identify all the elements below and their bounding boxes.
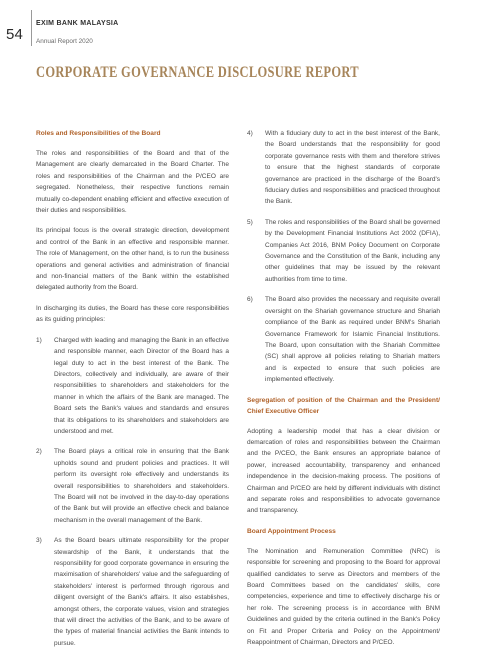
list-number: 1) xyxy=(36,336,42,344)
paragraph: The roles and responsibilities of the Board and that of the Management are clearly demarcated in the Board Charter. The roles and responsibilities of the Chairman and the P/CEO are segregated. Nonetheless, their respective functions remain mutually co-dependent enabling efficient and effective execution of their duties and responsibilities. xyxy=(36,150,229,215)
paragraph: Adopting a leadership model that has a clear division or demarcation of roles and responsibilities between the Chairman and the P/CEO, the Bank ensures an appropriate balance of power, increased accountability, transparency and enhanced independence in the decision-making process. The positions of Chairman and P/CEO are held by different individuals with distinct and separate roles and responsibilities to advocate governance and transparency. xyxy=(247,427,440,515)
header-divider xyxy=(31,10,32,46)
list-text: The roles and responsibilities of the Board shall be governed by the Development Financial Institutions Act 2002 (DFIA), Companies Act 2016, BNM Policy Document on Corporate Governance and the Constitution of the Bank, including any other guidelines that may be issued by the relevant authorities from time to time. xyxy=(265,218,440,283)
org-name: EXIM BANK MALAYSIA xyxy=(36,20,119,27)
list-item xyxy=(247,128,440,208)
list-text: The Board plays a critical role in ensuring that the Bank upholds sound and prudent policies and practices. It will perform its oversight role effectively and understands its overall responsibilities to shareholders and stakeholders. The Board will not be involved in the day-to-day operations of the Bank but will provide an effective check and balance mechanism in the overall management of the Bank. xyxy=(54,448,229,524)
list-item xyxy=(247,294,440,385)
paragraph: The Nomination and Remuneration Committee (NRC) is responsible for screening and proposing to the Board for approval qualified candidates to serve as Directors and members of the Board Committees based on the candidates' skills, core competencies, experience and time to effectively discharge his or her role. The screening process is in accordance with BNM Guidelines and guided by the criteria outlined in the Bank's Policy on Fit and Proper Criteria and Policy on the Appointment/ Reappointment of Chairman, Directors and P/CEO. xyxy=(247,547,440,647)
section-title: CORPORATE GOVERNANCE DISCLOSURE REPORT xyxy=(36,63,359,81)
list-item xyxy=(36,335,229,438)
list-number: 5) xyxy=(247,218,253,226)
list-item xyxy=(247,217,440,285)
list-item xyxy=(36,535,229,649)
left-column xyxy=(36,128,229,658)
paragraph: Its principal focus is the overall strategic direction, development and control of the Bank in an effective and responsible manner. The role of Management, on the other hand, is to run the business operations and general activities and administration of financial and non-financial matters of the Bank within the established delegated authority from the Board. xyxy=(36,227,229,292)
right-column xyxy=(247,128,440,657)
heading-roles: Roles and Responsibilities of the Board xyxy=(36,130,161,137)
heading-segregation: Segregation of position of the Chairman and the President/ Chief Executive Officer xyxy=(247,396,440,415)
list-number: 2) xyxy=(36,448,42,456)
list-number: 6) xyxy=(247,296,253,304)
list-text: As the Board bears ultimate responsibility for the proper stewardship of the Bank, it understands that the responsibility for good corporate governance in ensuring the maximisation of shareholders' value and the safeguarding of stakeholders' interest is performed through rigorous and diligent oversight of the Bank's affairs. It also establishes, amongst others, the corporate values, vision and strategies that will direct the activities of the Bank, and to be aware of the types of material financial activities the Bank intends to pursue. xyxy=(54,537,229,647)
list-text: Charged with leading and managing the Bank in an effective and responsible manner, each Director of the Board has a legal duty to act in the best interest of the Bank. The Directors, collectively and individually, are aware of their responsibilities to shareholders and stakeholders for the manner in which the affairs of the Bank are managed. The Board sets the Bank's values and standards and ensures that its obligations to its shareholders and stakeholders are understood and met. xyxy=(54,336,229,435)
list-number: 3) xyxy=(36,537,42,545)
page-number: 54 xyxy=(6,26,24,43)
list-item xyxy=(36,446,229,526)
list-text: The Board also provides the necessary and requisite overall oversight on the Shariah governance structure and Shariah compliance of the Bank as required under BNM's Shariah Governance Framework for Islamic Financial Institutions. The Board, upon consultation with the Shariah Committee (SC) shall approve all policies relating to Shariah matters and is expected to ensure that such policies are implemented effectively. xyxy=(265,296,440,384)
paragraph: In discharging its duties, the Board has these core responsibilities as its guiding principles: xyxy=(36,304,229,324)
list-number: 4) xyxy=(247,130,253,137)
heading-appointment: Board Appointment Process xyxy=(247,527,336,535)
report-name: Annual Report 2020 xyxy=(36,38,93,45)
list-text: With a fiduciary duty to act in the best interest of the Bank, the Board understands that the responsibility for good corporate governance rests with them and therefore strives to ensure that the highest standards of corporate governance are practiced in the discharge of the Board's fiduciary duties and responsibilities and practiced throughout the Bank. xyxy=(265,130,440,206)
